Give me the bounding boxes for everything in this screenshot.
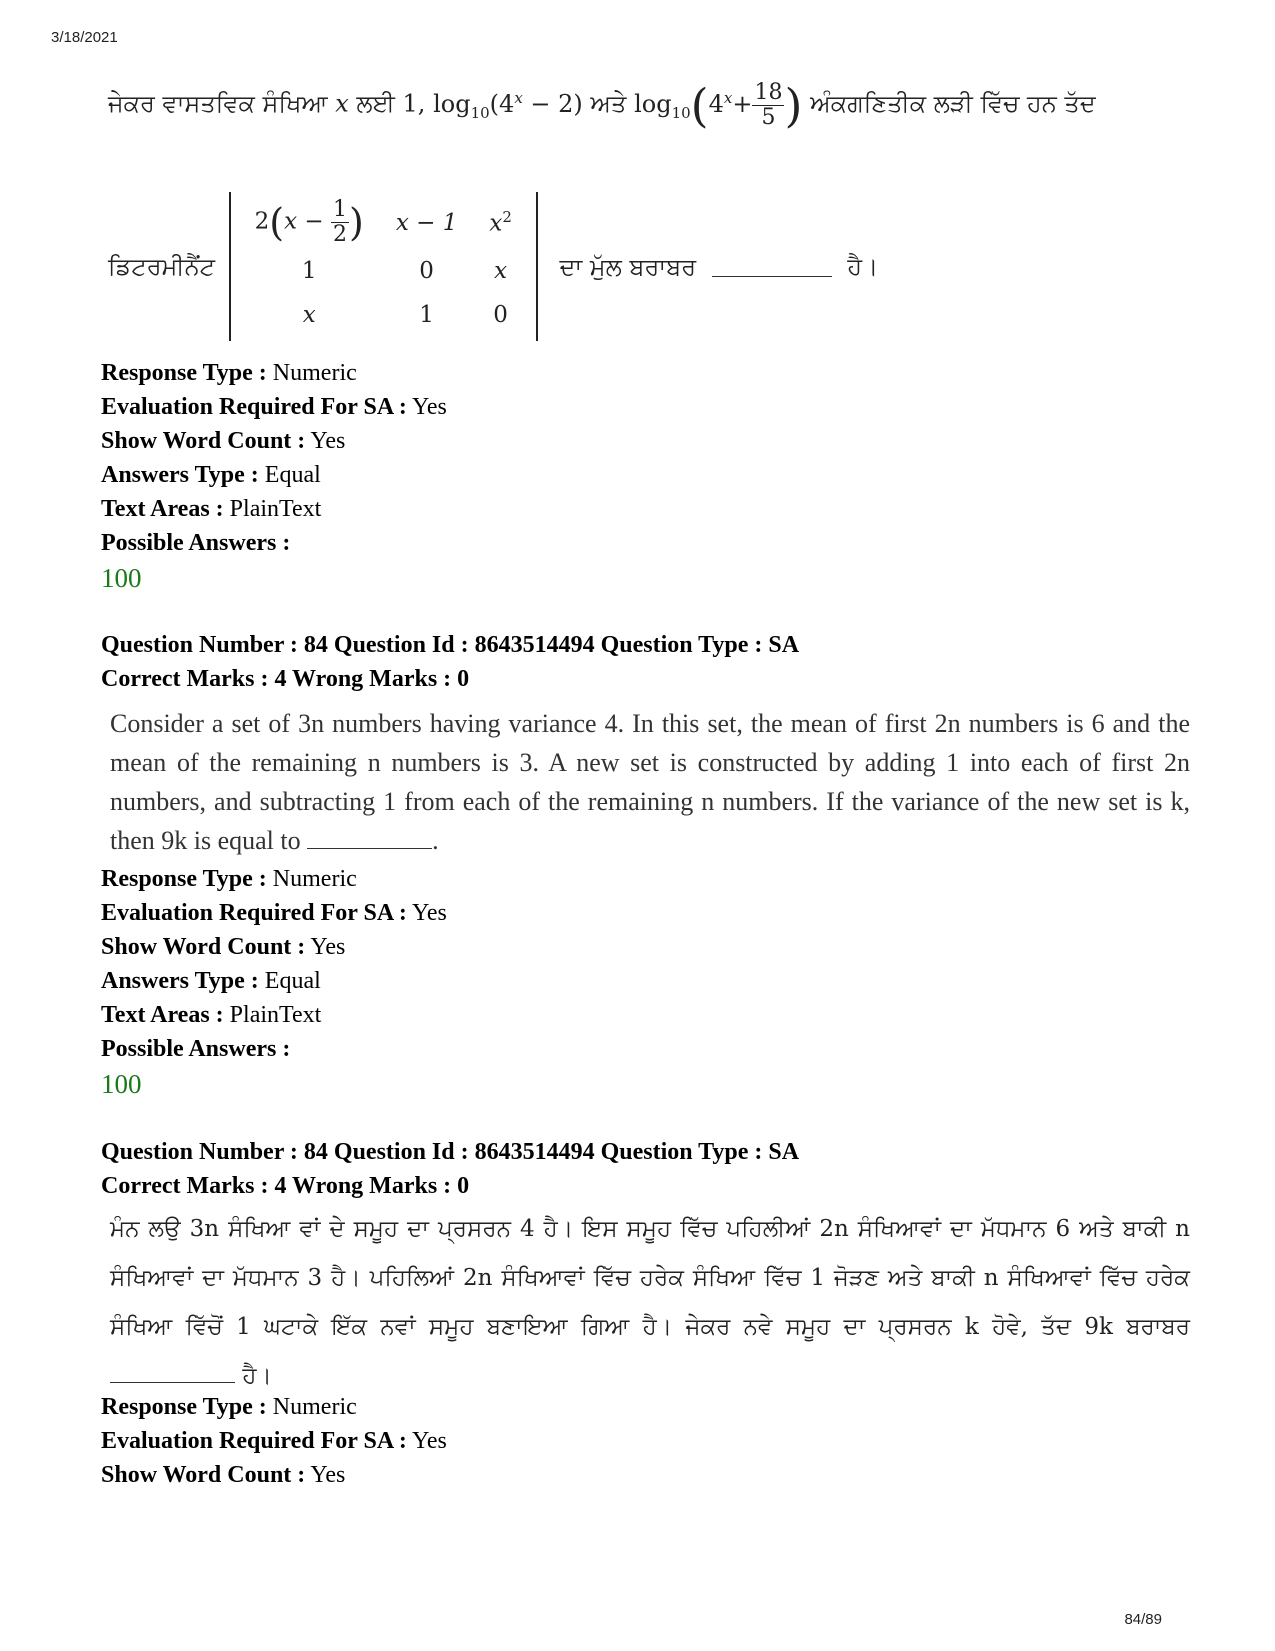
question-header-line1: Question Number : 84 Question Id : 8643514494 Question Type : SA	[101, 1139, 800, 1165]
det-r1c3: $x^2$	[489, 208, 512, 237]
question-text: ਮੰਨ ਲਉ 3n ਸੰਖਿਆ ਵਾਂ ਦੇ ਸਮੂਹ ਦਾ ਪ੍ਰਸਰਨ 4 ਹੈ। ਇਸ ਸਮੂਹ ਵਿੱਚ ਪਹਿਲੀਆਂ 2n ਸੰਖਿਆਵਾਂ ਦਾ ਮੱਧਮਾਨ 6 ਅਤੇ ਬਾਕੀ n ਸੰਖਿਆਵਾਂ ਦਾ ਮੱਧਮਾਨ 3 ਹੈ। ਪਹਿਲਿਆਂ 2n ਸੰਖਿਆਵਾਂ ਵਿੱਚ ਹਰੇਕ ਸੰਖਿਆ ਵਿੱਚ 1 ਜੋੜਣ ਅਤੇ ਬਾਕੀ n ਸੰਖਿਆਵਾਂ ਵਿੱਚ ਹਰੇਕ ਸੰਖਿਆ ਵਿੱਚੋਂ 1 ਘਟਾਕੇ ਇੱਕ ਨਵਾਂ ਸਮੂਹ ਬਣਾਇਆ ਗਿਆ ਹੈ। ਜੇਕਰ ਨਵੇ ਸਮੂਹ ਦਾ ਪ੍ਰਸਰਨ k ਹੋਵੇ, ਤੱਦ 9k ਬਰਾਬਰ	[110, 1216, 1190, 1340]
q83-text-b: ਲਈ 1,	[356, 89, 426, 118]
q83-var-x: x	[335, 89, 349, 118]
q83-and: ਅਤੇ	[590, 89, 627, 118]
q83-text-value: ਦਾ ਮੁੱਲ ਬਰਾਬਰ	[559, 252, 697, 281]
det-r2c2: 0	[419, 258, 434, 284]
question-83-meta	[101, 356, 447, 596]
word-count-row: Show Word Count : Yes	[101, 1462, 346, 1488]
det-r1c2: x − 1	[395, 209, 458, 236]
q83-text-a: ਜੇਕਰ ਵਾਸਤਵਿਕ ਸੰਖਿਆ	[108, 89, 328, 118]
q83-text-end: ਹੈ।	[847, 252, 879, 281]
print-date: 3/18/2021	[51, 29, 118, 46]
possible-answer-value: 100	[101, 1069, 142, 1099]
page-number: 84/89	[1124, 1611, 1162, 1628]
text-areas-row: Text Areas : PlainText	[101, 496, 322, 522]
question-84-english-text: Consider a set of 3n numbers having variance 4. In this set, the mean of first 2n numbers is 6 and the mean of the remaining n numbers is 3. A new set is constructed by adding 1 into each of first 2n numbers, and subtracting 1 from each of the remaining n numbers. If the variance of the new set is k, then 9k is equal to .	[110, 709, 1190, 855]
response-type-row: Response Type : Numeric	[101, 1394, 357, 1420]
answers-type-row: Answers Type : Equal	[101, 462, 321, 488]
response-type-row: Response Type : Numeric	[101, 360, 357, 386]
det-r1c1: 2(x − $\frac{1}{2}$ )	[254, 197, 364, 247]
question-84-punjabi-header	[101, 1135, 799, 1203]
question-83-punjabi-line1	[108, 78, 1188, 132]
det-r3c2: 1	[419, 302, 434, 328]
q83-text-c: ਅੰਕਗਣਿਤੀਕ ਲੜੀ ਵਿੱਚ ਹਨ ਤੱਦ	[810, 89, 1096, 118]
q83-determinant	[229, 192, 538, 341]
question-header-line2: Correct Marks : 4 Wrong Marks : 0	[101, 1173, 470, 1199]
answers-type-row: Answers Type : Equal	[101, 968, 321, 994]
question-84-punjabi-meta	[101, 1390, 447, 1492]
answer-blank	[110, 1362, 235, 1383]
question-text: Consider a set of 3n numbers having variance 4. In this set, the mean of first 2n numbers is 6 and the mean of the remaining n numbers is 3. A new set is constructed by adding 1 into each of first 2n numbers, and subtracting 1 from each of the remaining n numbers. If the variance of the new set is k, then 9k is equal to	[110, 709, 1190, 855]
possible-answers-row: Possible Answers :	[101, 530, 291, 556]
question-84-header	[101, 628, 799, 696]
text-areas-row: Text Areas : PlainText	[101, 1002, 322, 1028]
q83-det-label: ਡਿਟਰਮੀਨੈਂਟ	[108, 252, 215, 281]
response-type-row: Response Type : Numeric	[101, 866, 357, 892]
det-r3c1: x	[302, 302, 316, 328]
word-count-row: Show Word Count : Yes	[101, 934, 346, 960]
question-84-punjabi-text: ਮੰਨ ਲਉ 3n ਸੰਖਿਆ ਵਾਂ ਦੇ ਸਮੂਹ ਦਾ ਪ੍ਰਸਰਨ 4 ਹੈ। ਇਸ ਸਮੂਹ ਵਿੱਚ ਪਹਿਲੀਆਂ 2n ਸੰਖਿਆਵਾਂ ਦਾ ਮੱਧਮਾਨ 6 ਅਤੇ ਬਾਕੀ n ਸੰਖਿਆਵਾਂ ਦਾ ਮੱਧਮਾਨ 3 ਹੈ। ਪਹਿਲਿਆਂ 2n ਸੰਖਿਆਵਾਂ ਵਿੱਚ ਹਰੇਕ ਸੰਖਿਆ ਵਿੱਚ 1 ਜੋੜਣ ਅਤੇ ਬਾਕੀ n ਸੰਖਿਆਵਾਂ ਵਿੱਚ ਹਰੇਕ ਸੰਖਿਆ ਵਿੱਚੋਂ 1 ਘਟਾਕੇ ਇੱਕ ਨਵਾਂ ਸਮੂਹ ਬਣਾਇਆ ਗਿਆ ਹੈ। ਜੇਕਰ ਨਵੇ ਸਮੂਹ ਦਾ ਪ੍ਰਸਰਨ k ਹੋਵੇ, ਤੱਦ 9k ਬਰਾਬਰ ਹੈ।	[110, 1216, 1190, 1389]
det-r3c3: 0	[493, 302, 508, 328]
q83-log2: $\log_{10}(4^x+$ $\frac{18}{5}$ )	[634, 78, 803, 132]
q83-fraction: $\frac{18}{5}$	[754, 79, 783, 130]
question-83-punjabi-line2	[108, 192, 878, 341]
evaluation-row: Evaluation Required For SA : Yes	[101, 900, 447, 926]
possible-answer-value: 100	[101, 563, 142, 593]
question-header-line1: Question Number : 84 Question Id : 8643514494 Question Type : SA	[101, 632, 800, 658]
answer-blank	[307, 828, 432, 849]
question-84-english-meta	[101, 862, 447, 1102]
det-r2c3: x	[494, 258, 508, 284]
question-header-line2: Correct Marks : 4 Wrong Marks : 0	[101, 666, 470, 692]
q83-log1: $\log_{10}(4^x - 2)$	[433, 88, 583, 122]
word-count-row: Show Word Count : Yes	[101, 428, 346, 454]
evaluation-row: Evaluation Required For SA : Yes	[101, 394, 447, 420]
evaluation-row: Evaluation Required For SA : Yes	[101, 1428, 447, 1454]
possible-answers-row: Possible Answers :	[101, 1036, 291, 1062]
answer-blank	[712, 256, 832, 277]
det-r2c1: 1	[301, 258, 317, 284]
